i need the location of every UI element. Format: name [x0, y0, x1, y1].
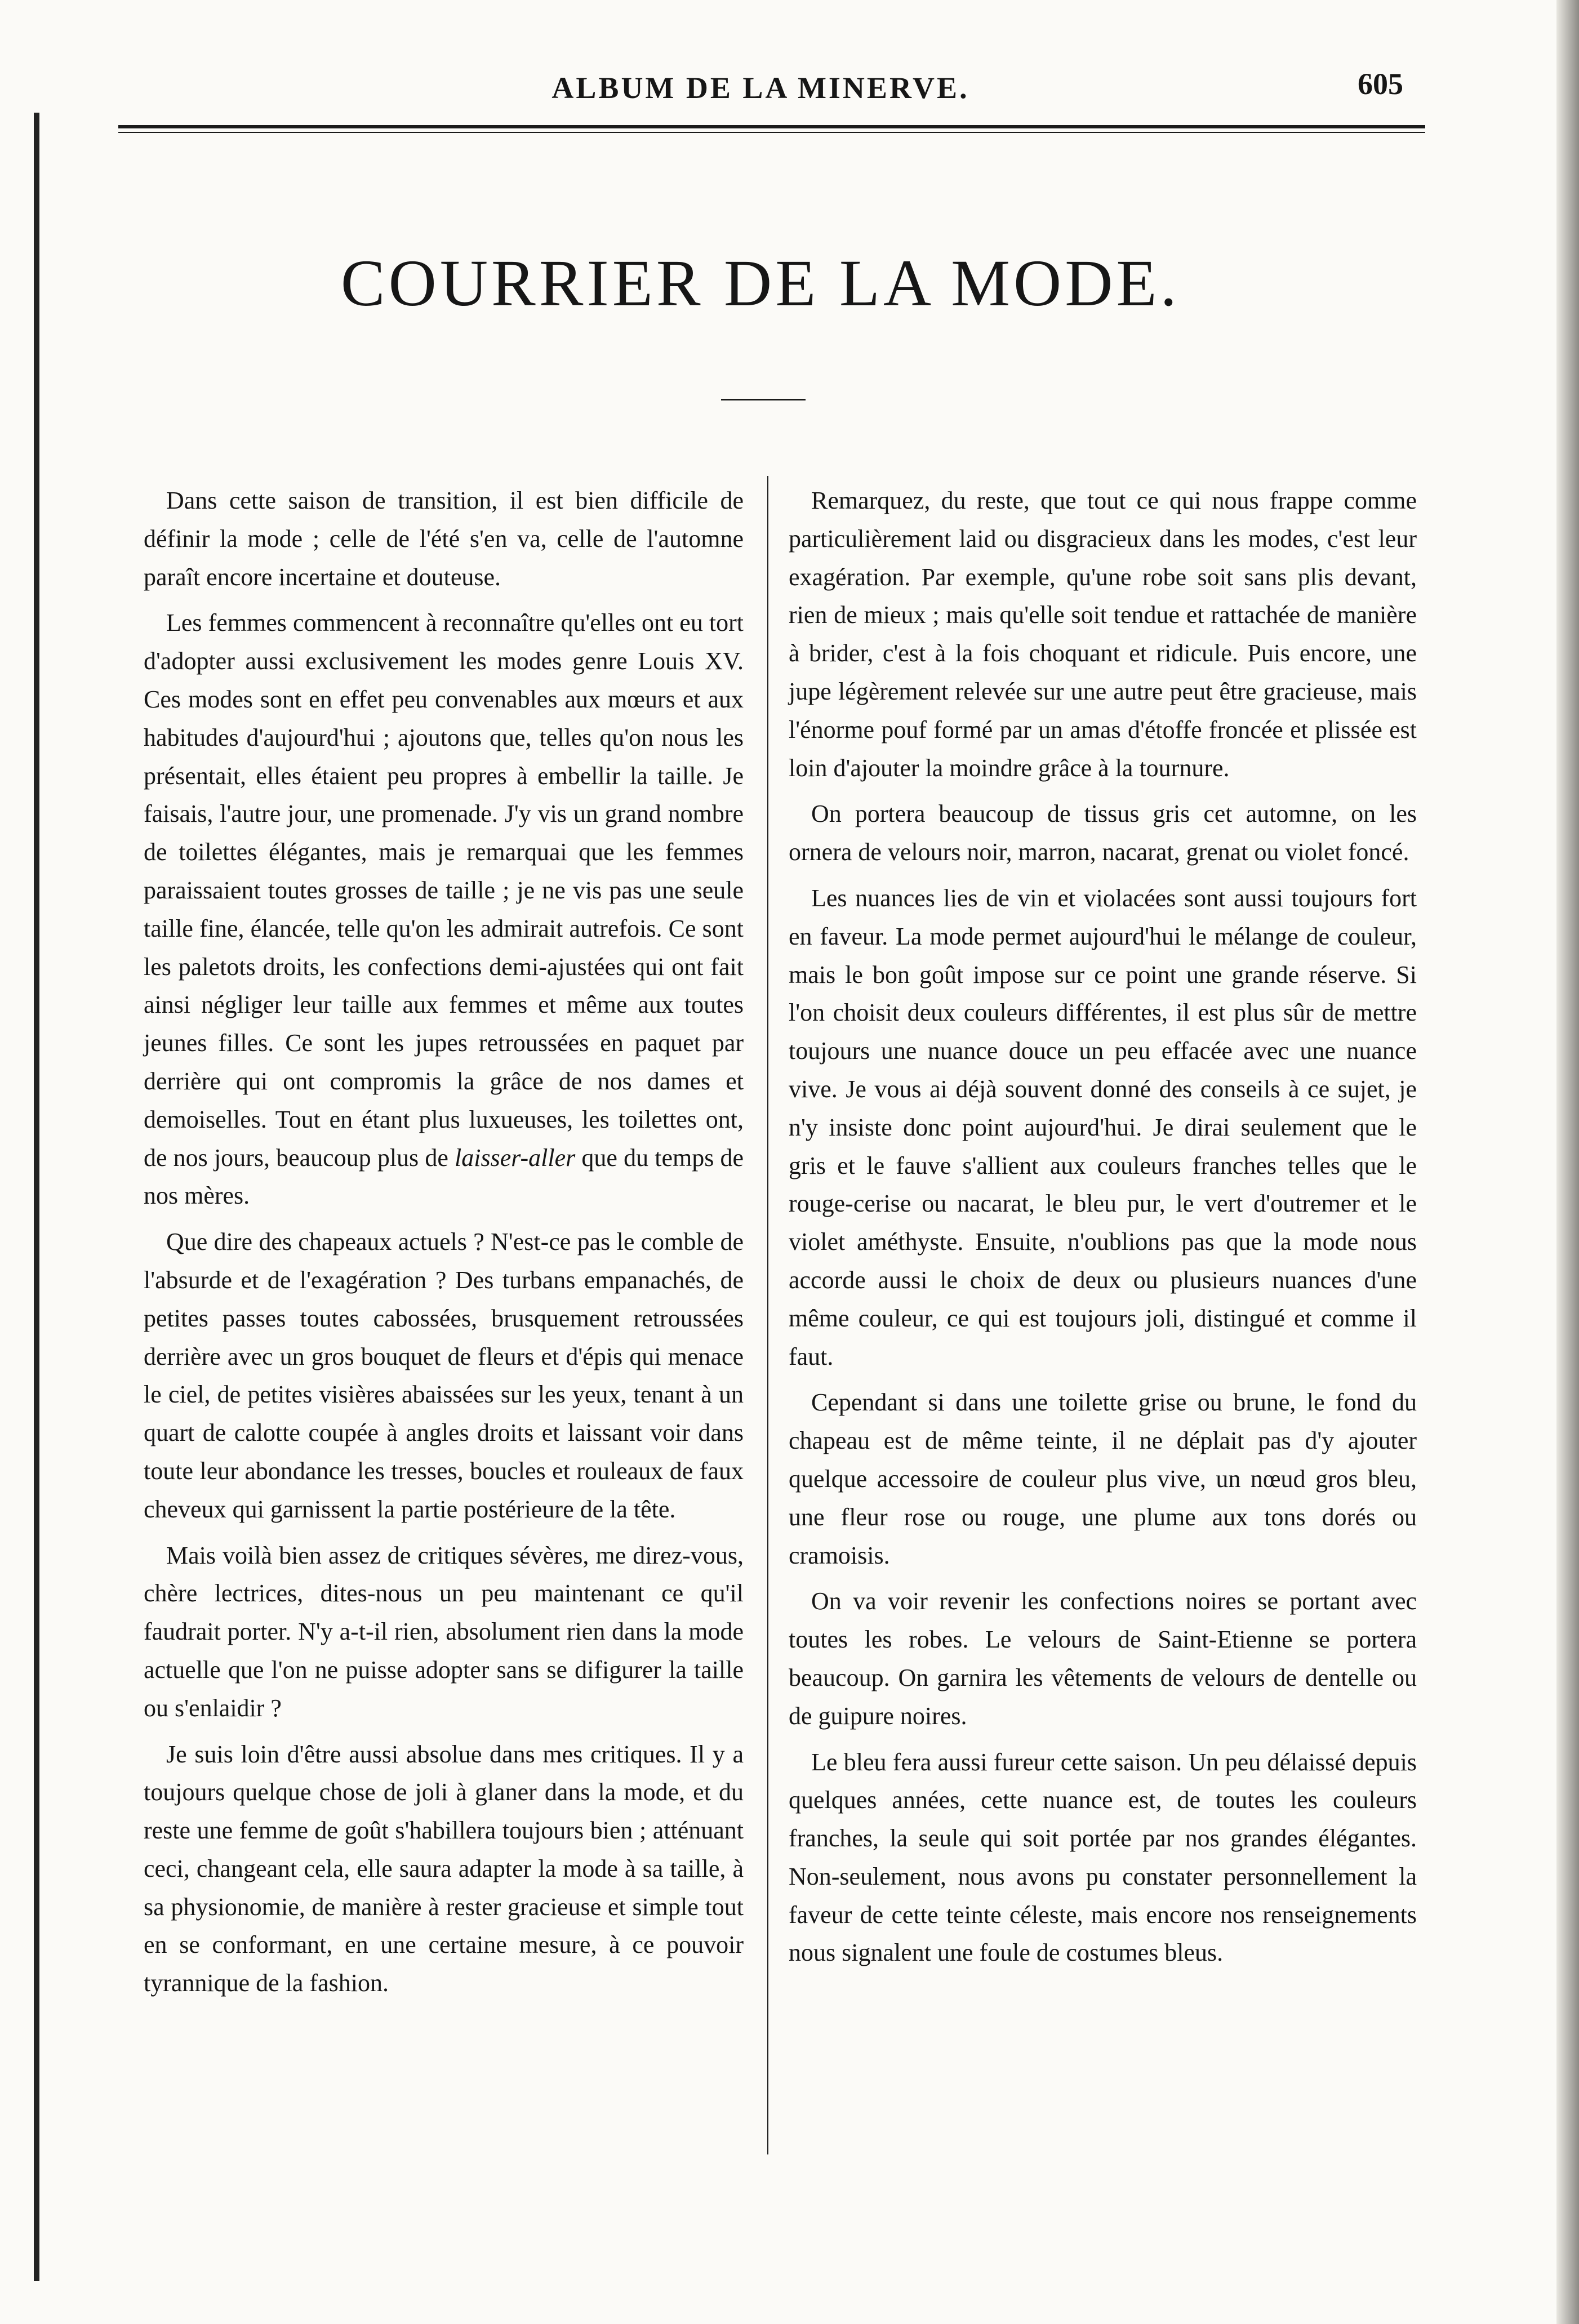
paragraph: Que dire des chapeaux actuels ? N'est-ce pas le comble de l'absurde et de l'exagération ? Des turbans empanachés, de petites passes toutes cabossées, brusquement retroussées derrière avec un gros bouquet de fleurs et d'épis qui menace le ciel, de petites visières abaissées sur les yeux, tenant à un quart de calotte coupée à angles droits et laissant voir dans toute leur abondance les tresses, boucles et rouleaux de faux cheveux qui garnissent la partie postérieure de la tête. [144, 1228, 744, 1523]
paragraph: Les nuances lies de vin et violacées sont aussi toujours fort en faveur. La mode permet aujourd'hui le mélange de couleur, mais le bon goût impose sur ce point une grande réserve. Si l'on choisit deux couleurs différentes, il est plus sûr de mettre toujours une nuance douce un peu effacée avec une nuance vive. Je vous ai déjà souvent donné des conseils à ce sujet, je n'y insiste donc point aujourd'hui. Je dirai seulement que le gris et le fauve s'allient aux couleurs franches telles que le rouge-cerise ou nacarat, le bleu pur, le vert d'outremer et le violet améthyste. Ensuite, n'oublions pas que la mode nous accorde aussi le choix de deux ou plusieurs nuances d'une même couleur, ce qui est toujours joli, distingué et comme il faut. [789, 884, 1417, 1370]
column-divider [767, 476, 768, 2154]
running-header-title: ALBUM DE LA MINERVE. [551, 71, 969, 105]
paragraph: On va voir revenir les confections noires se portant avec toutes les robes. Le velours de Saint-Etienne se portera beaucoup. On garnira les vêtements de velours de dentelle ou de guipure noires. [789, 1587, 1417, 1730]
paragraph: Je suis loin d'être aussi absolue dans mes critiques. Il y a toujours quelque chose de joli à glaner dans la mode, et du reste une femme de goût s'habillera toujours bien ; atténuant ceci, changeant cela, elle saura adapter la mode à sa taille, à sa physionomie, de manière à rester gracieuse et simple tout en se conformant, en une certaine mesure, à ce pouvoir tyrannique de la fashion. [144, 1740, 744, 1997]
paragraph: Cependant si dans une toilette grise ou brune, le fond du chapeau est de même teinte, il ne déplait pas d'y ajouter quelque accessoire de couleur plus vive, un nœud gros bleu, une fleur rose ou rouge, une plume aux tons dorés ou cramoisis. [789, 1388, 1417, 1569]
right-column [789, 482, 1417, 1980]
binding-edge [34, 113, 39, 2281]
left-column [144, 482, 744, 2010]
paragraph: Mais voilà bien assez de critiques sévères, me direz-vous, chère lectrices, dites-nous un peu maintenant ce qu'il faudrait porter. N'y a-t-il rien, absolument rien dans la mode actuelle que l'on ne puisse adopter sans se difigurer la taille ou s'enlaidir ? [144, 1541, 744, 1722]
page-edge-shadow [1556, 0, 1579, 2324]
header-rule [118, 125, 1425, 128]
italic-phrase: laisser-aller [455, 1143, 576, 1172]
title-divider [721, 399, 806, 400]
paragraph: On portera beaucoup de tissus gris cet automne, on les ornera de velours noir, marron, nacarat, grenat ou violet foncé. [789, 800, 1417, 866]
article-title: COURRIER DE LA MODE. [340, 246, 1181, 320]
paragraph: Les femmes commencent à reconnaître qu'elles ont eu tort d'adopter aussi exclusivement les modes genre Louis XV. Ces modes sont en effet peu convenables aux mœurs et aux habitudes d'aujourd'hui ; ajoutons que, telles qu'on nous les présentait, elles étaient peu propres à embellir la taille. Je faisais, l'autre jour, une promenade. J'y vis un grand nombre de toilettes élégantes, mais je remarquai que les femmes paraissaient toutes grosses de taille ; je ne vis pas une seule taille fine, élancée, telle qu'on les admirait autrefois. Ce sont les paletots droits, les confections demi-ajustées qui ont fait ainsi négliger leur taille aux femmes et même aux toutes jeunes filles. Ce sont les jupes retroussées en paquet par derrière qui ont compromis la grâce de nos dames et demoiselles. Tout en étant plus luxueuses, les toilettes ont, de nos jours, beaucoup plus de laisser-aller que du temps de nos mères. [144, 609, 744, 1210]
paragraph: Le bleu fera aussi fureur cette saison. Un peu délaissé depuis quelques années, cette nuance est, de toutes les couleurs franches, la seule qui soit portée par nos grandes élégantes. Non-seulement, nous avons pu constater personnellement la faveur de cette teinte céleste, mais encore nos renseignements nous signalent une foule de costumes bleus. [789, 1748, 1417, 1967]
page-number: 605 [1358, 67, 1403, 101]
header-rule-thin [118, 132, 1425, 133]
paragraph: Dans cette saison de transition, il est bien difficile de définir la mode ; celle de l'été s'en va, celle de l'automne paraît encore incertaine et douteuse. [144, 487, 744, 591]
paragraph: Remarquez, du reste, que tout ce qui nous frappe comme particulièrement laid ou disgracieux dans les modes, c'est leur exagération. Par exemple, qu'une robe soit sans plis devant, rien de mieux ; mais qu'elle soit tendue et rattachée de manière à brider, c'est à la fois choquant et ridicule. Puis encore, une jupe légèrement relevée sur une autre peut être gracieuse, mais l'énorme pouf formé par un amas d'étoffe froncée et plissée est loin d'ajouter la moindre grâce à la tournure. [789, 487, 1417, 782]
